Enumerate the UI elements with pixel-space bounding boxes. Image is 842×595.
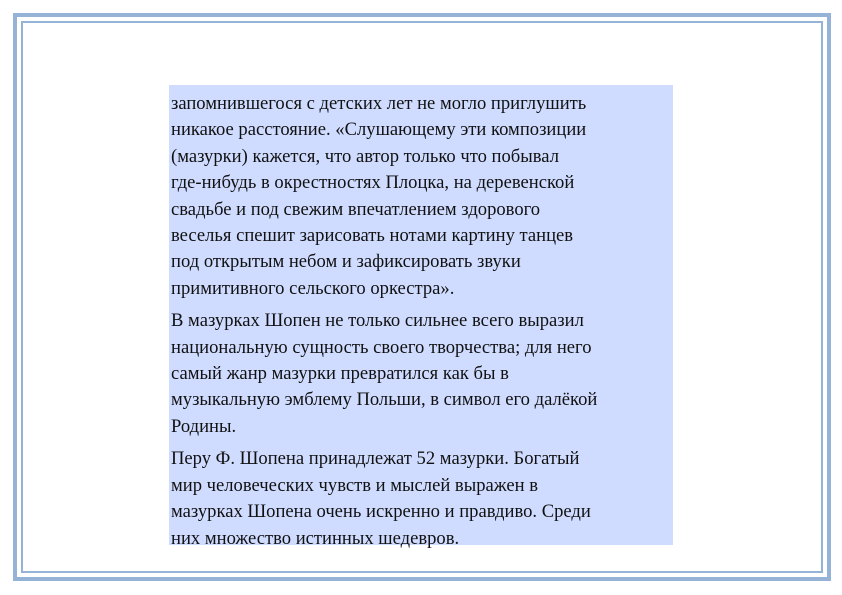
text-box — [169, 85, 673, 549]
paragraph-quote: запомнившегося с детских лет не могло приглушить никакое расстояние. «Слушающему эти композиции (мазурки) кажется, что автор только что побывал где-нибудь в окрестностях Плоцка, на деревенской свадьбе и под свежим впечатлением здорового веселья спешит зарисовать нотами картину танцев под открытым небом и зафиксировать звуки примитивного сельского оркестра». — [171, 93, 587, 299]
paragraph-national-essence: В мазурках Шопен не только сильнее всего выразил национальную сущность своего творчества; для него самый жанр мазурки превратился как бы в музыкальную эмблему Польши, в символ его далёкой Родины. — [171, 310, 598, 437]
paragraph-mazurka-count: Перу Ф. Шопена принадлежат 52 мазурки. Богатый мир человеческих чувств и мыслей выражен в мазурках Шопена очень искренно и правдиво. Среди них множество истинных шедевров. — [171, 448, 591, 549]
